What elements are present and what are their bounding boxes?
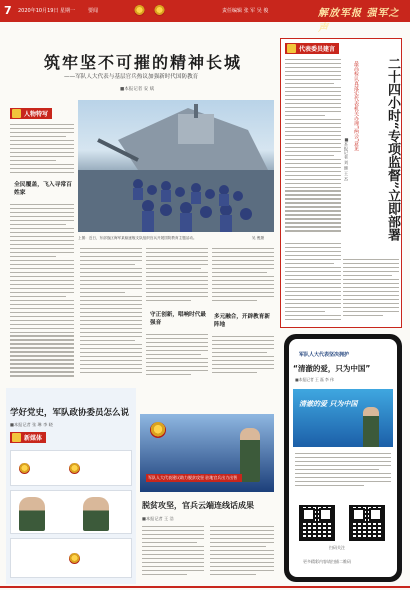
bottom-mid-banner: [140, 414, 274, 492]
article-column-3b: [146, 334, 208, 378]
emblem-icon-5: [69, 553, 80, 564]
section-tag-right: [285, 43, 339, 54]
section-head-mid-2: 多元融合，开辟教育新阵地: [214, 314, 270, 328]
section-tag-right-text: 代表委员建言: [299, 46, 336, 53]
phone-screen: [289, 339, 397, 577]
main-title: 筑牢坚不可摧的精神长城: [44, 53, 243, 72]
bottom-left-title: 学好党史，军队政协委员怎么说: [10, 408, 130, 418]
section-tag-text: 人物特写: [24, 111, 49, 118]
emblem-icon-4: [69, 463, 80, 474]
scan-label: 扫码关注: [329, 545, 345, 550]
feature-kicker: 最高检认真落实代表机关办理“两会”意见: [353, 61, 359, 152]
speaker-avatar-1: [19, 497, 45, 531]
feature-text-bottom-2: [343, 259, 399, 323]
section-tag-left: [10, 108, 52, 119]
qr-code-2[interactable]: [349, 505, 385, 541]
phone-hero-image: [293, 389, 393, 447]
ship-deck-illustration: [78, 100, 274, 232]
section-tag-bottom-left: [10, 432, 46, 443]
masthead: 解放军报 强军之声: [318, 8, 400, 34]
soldier-figure: [240, 428, 260, 482]
bottom-mid-byline: ■本报记者 王 浩: [142, 516, 174, 521]
video-frame-2: [10, 490, 132, 534]
phone-header: 军队人大代表坚决拥护: [299, 352, 350, 358]
qr-code-1[interactable]: [299, 505, 335, 541]
phone-footer: 更多精彩内容请扫描二维码: [303, 559, 351, 564]
emblem-icon-2: [154, 5, 165, 16]
article-column-3: [146, 248, 208, 306]
footer-rule: [0, 586, 410, 588]
photo-caption: 上图：近日，东部战区海军某驱逐舰支队组织官兵开展国防教育主题活动。: [78, 236, 197, 240]
section-head-left: 全民覆盖，飞入寻常百姓家: [14, 182, 72, 196]
feature-text-top: [285, 59, 341, 237]
right-feature-box: [280, 38, 402, 328]
article-column-left-1: [10, 124, 74, 176]
feature-text-bottom-1: [285, 243, 341, 323]
photo-credit: 吴 俊摄: [252, 236, 264, 240]
bottom-mid-text-1: [142, 526, 204, 582]
channel-label: 要闻: [88, 8, 99, 14]
banner-text: 军队人大代表建议助力脱贫攻坚 驻地官兵出力出智: [146, 474, 242, 482]
main-photo: [78, 100, 274, 232]
section-head-mid-1: 守正创新，唱响时代最强音: [150, 312, 206, 326]
header-bar: [0, 0, 410, 34]
bottom-mid-title: 脱贫攻坚，官兵云端连线话成果: [142, 500, 254, 510]
date-line: 2020年10月19日 星期一: [18, 8, 76, 14]
phone-hero-text: 清澈的爱 只为中国: [299, 400, 358, 408]
page-number: 7: [4, 4, 12, 17]
emblem-icon-3: [19, 463, 30, 474]
main-byline: ■本报记者 安 斌: [120, 87, 155, 92]
emblem-icon-6: [150, 422, 166, 438]
feature-title: 二十四小时“专项监督”立即部署: [385, 57, 400, 241]
phone-quote: “清澈的爱，只为中国”: [293, 364, 371, 373]
feature-byline: ■本报记者 刘 健 王 杰: [344, 137, 349, 181]
main-subtitle: ——军队人大代表与基层官兵热议加强新时代国防教育: [64, 74, 199, 80]
article-column-left-2: [10, 204, 74, 380]
bottom-mid-text-2: [210, 526, 274, 582]
badge-icon-2: [287, 44, 296, 53]
edition-info: 责任编辑 张 军 吴 俊: [222, 8, 269, 14]
bottom-left-section: [6, 388, 136, 584]
badge-icon: [12, 109, 21, 118]
article-column-2: [80, 248, 142, 378]
article-column-4: [212, 248, 274, 308]
speaker-avatar-2: [83, 497, 109, 531]
article-column-4b: [212, 336, 274, 378]
bottom-left-byline: ■本报记者 张 琳 李 晓: [10, 422, 53, 427]
phone-byline: ■本报记者 王 磊 李 伟: [295, 377, 334, 382]
phone-body-text: [295, 453, 391, 497]
emblem-icon: [134, 5, 145, 16]
section-tag-bottom-left-text: 新媒体: [24, 435, 43, 442]
video-frame-1: [10, 450, 132, 486]
badge-icon-3: [12, 433, 21, 442]
phone-hero-soldier: [363, 407, 379, 447]
phone-ad: [284, 334, 402, 582]
video-frame-3: [10, 538, 132, 578]
